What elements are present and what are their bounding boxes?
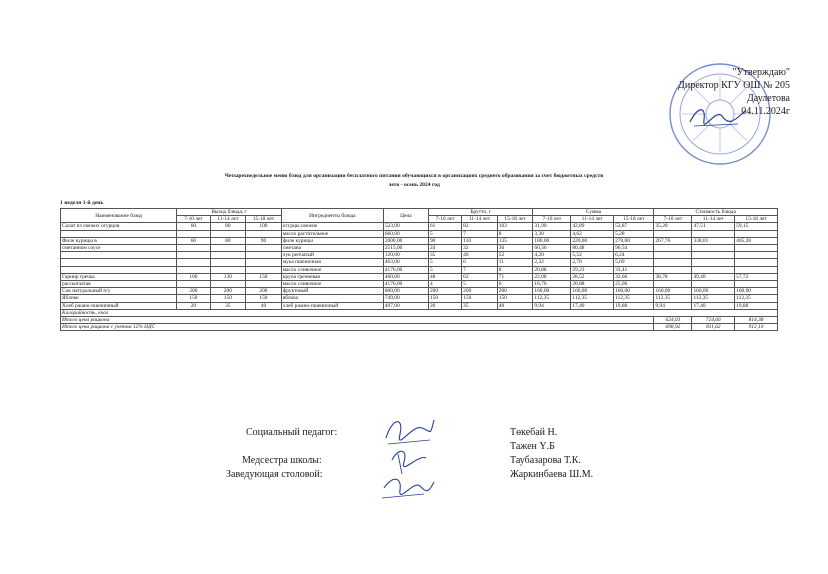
cost-value: 160,00 [654, 288, 692, 295]
cost-value [692, 245, 735, 252]
brutto-value: 5 [428, 259, 461, 266]
price-value: 523,00 [383, 223, 428, 230]
cost-value: 338,01 [692, 237, 735, 244]
brutto-value: 8 [497, 266, 533, 273]
price-value: 4176,00 [383, 266, 428, 273]
brutto-value: 4 [428, 281, 461, 288]
social-pedagogue-label: Социальный педагог: [246, 427, 338, 438]
brutto-value: 20 [428, 302, 461, 309]
table-row [61, 302, 778, 309]
output-value [246, 245, 282, 252]
output-value [177, 281, 210, 288]
dish-name: сметанном соусе [61, 245, 177, 252]
sum-value: 80,48 [571, 245, 614, 252]
sum-value: 28,52 [571, 273, 614, 280]
brutto-value: 200 [428, 288, 461, 295]
dish-name [61, 266, 177, 273]
brutto-value: 61 [428, 223, 461, 230]
output-value [210, 230, 246, 237]
output-value [246, 259, 282, 266]
sum-value: 9,94 [533, 302, 571, 309]
dish-name: Яблоко [61, 295, 177, 302]
ingredient-name: масло сливочное [281, 281, 383, 288]
total-label: Итого цена рациона [61, 317, 654, 324]
cost-value: 59,15 [735, 223, 778, 230]
brutto-value: 200 [462, 288, 498, 295]
sum-value: 22,08 [533, 273, 571, 280]
brutto-value: 90 [428, 237, 461, 244]
sum-value: 4,20 [533, 252, 571, 259]
table-row [61, 288, 778, 295]
sum-value: 2,78 [571, 259, 614, 266]
table-row [61, 230, 778, 237]
dish-name: рассыпчатая [61, 281, 177, 288]
cost-value: 38,78 [654, 273, 692, 280]
header-row-1 [61, 209, 778, 216]
cost-value: 160,00 [692, 288, 735, 295]
output-value: 100 [177, 273, 210, 280]
cost-value [654, 245, 692, 252]
output-value: 20 [177, 302, 210, 309]
dish-name [61, 230, 177, 237]
approval-title: "Утверждаю" [732, 67, 790, 78]
sum-value: 112,35 [614, 295, 654, 302]
header-age: 15-18 лет [614, 216, 654, 223]
cost-value [692, 266, 735, 273]
approval-position: Директор КГУ ОШ № 205 [678, 80, 790, 91]
cost-value [654, 230, 692, 237]
cost-value [692, 252, 735, 259]
ingredient-name: мука пшеничная [281, 259, 383, 266]
sum-value: 5,09 [614, 259, 654, 266]
handwritten-signatures-icon [378, 414, 438, 504]
dish-name: Сок натуральный п/у [61, 288, 177, 295]
ingredient-name: сметана [281, 245, 383, 252]
brutto-value: 5 [428, 266, 461, 273]
output-value [210, 259, 246, 266]
header-age: 15-18 лет [497, 216, 533, 223]
brutto-value: 103 [497, 223, 533, 230]
total-row [61, 317, 778, 324]
school-nurse-label: Медсестра школы: [242, 455, 322, 466]
brutto-value: 24 [428, 245, 461, 252]
brutto-value: 35 [462, 302, 498, 309]
sum-value: 220,00 [571, 237, 614, 244]
dish-name: Гарнир гречка [61, 273, 177, 280]
dish-name [61, 259, 177, 266]
table-row [61, 281, 778, 288]
cost-value: 47,51 [692, 223, 735, 230]
price-value: 660,00 [383, 230, 428, 237]
cost-value: 57,72 [735, 273, 778, 280]
header-age: 11-14 лет [462, 216, 498, 223]
approval-name: Даулетова [746, 93, 790, 104]
extra-signatory-name: Тажен Ү.Б [510, 441, 555, 452]
total-vat-value: 811,62 [692, 324, 735, 331]
dish-name: Хлеб ржано-пшеничный [61, 302, 177, 309]
cost-value [692, 259, 735, 266]
cost-value [654, 252, 692, 259]
output-value: 60 [177, 223, 210, 230]
cost-value: 112,35 [654, 295, 692, 302]
sum-value: 3,30 [533, 230, 571, 237]
ingredient-name: хлеб ржано-пшеничный [281, 302, 383, 309]
ingredient-name: яблоко [281, 295, 383, 302]
output-value [177, 266, 210, 273]
sum-value: 33,41 [614, 266, 654, 273]
sum-value: 5,28 [614, 230, 654, 237]
header-cost: Стоимость блюда [654, 209, 778, 216]
brutto-value: 82 [462, 223, 498, 230]
price-value: 4176,00 [383, 281, 428, 288]
brutto-value: 6 [497, 281, 533, 288]
price-value: 749,00 [383, 295, 428, 302]
table-row [61, 266, 778, 273]
total-vat-row [61, 324, 778, 331]
output-value: 150 [210, 295, 246, 302]
calories-row [61, 309, 778, 316]
cost-value [735, 259, 778, 266]
sum-value: 20,88 [571, 281, 614, 288]
price-value: 800,00 [383, 288, 428, 295]
sum-value: 180,00 [533, 237, 571, 244]
brutto-value: 7 [462, 266, 498, 273]
cost-value [654, 259, 692, 266]
header-age: 11-14 лет [692, 216, 735, 223]
sum-value: 20,88 [533, 266, 571, 273]
output-value: 90 [246, 237, 282, 244]
cost-value [735, 281, 778, 288]
header-age: 7-10 лет [177, 216, 210, 223]
output-value: 150 [177, 295, 210, 302]
output-value [246, 266, 282, 273]
cost-value: 35,20 [654, 223, 692, 230]
brutto-value: 110 [462, 237, 498, 244]
output-value: 80 [210, 237, 246, 244]
total-value: 724,66 [692, 317, 735, 324]
header-age: 11-14 лет [571, 216, 614, 223]
sum-value: 31,90 [533, 223, 571, 230]
director-signature-icon [688, 102, 748, 130]
school-nurse-name: Таубазарова Т.К. [510, 455, 581, 466]
sum-value: 112,35 [571, 295, 614, 302]
dish-name [61, 252, 177, 259]
brutto-value: 150 [428, 295, 461, 302]
output-value [246, 281, 282, 288]
table-row [61, 223, 778, 230]
ingredient-name: лук репчатый [281, 252, 383, 259]
output-value [210, 266, 246, 273]
ingredient-name: масло сливочное [281, 266, 383, 273]
output-value: 200 [177, 288, 210, 295]
price-value: 2515,00 [383, 245, 428, 252]
header-price: Цена [383, 209, 428, 223]
cost-value [735, 230, 778, 237]
price-value: 120,00 [383, 252, 428, 259]
sum-value: 4,62 [571, 230, 614, 237]
output-value [246, 230, 282, 237]
title-line-2: лето - осень 2024 год [388, 182, 440, 188]
sum-value: 60,36 [533, 245, 571, 252]
header-age: 7-10 лет [428, 216, 461, 223]
brutto-value: 40 [497, 302, 533, 309]
brutto-value: 150 [497, 295, 533, 302]
total-vat-label: Итого цена рациона с учетом 12% НДС [61, 324, 654, 331]
brutto-value: 35 [428, 252, 461, 259]
brutto-value: 200 [497, 288, 533, 295]
cost-value: 112,35 [735, 295, 778, 302]
cost-value: 112,35 [692, 295, 735, 302]
dish-name: Филе курицы в [61, 237, 177, 244]
cost-value [692, 281, 735, 288]
cost-value: 17,40 [692, 302, 735, 309]
cost-value [692, 230, 735, 237]
brutto-value: 135 [497, 237, 533, 244]
dish-name: Салат из свежих огурцов [61, 223, 177, 230]
brutto-value: 48 [428, 273, 461, 280]
brutto-value: 32 [462, 245, 498, 252]
output-value: 80 [210, 223, 246, 230]
output-value: 60 [177, 237, 210, 244]
brutto-value: 52 [497, 252, 533, 259]
document-title [60, 172, 768, 190]
output-value: 200 [246, 288, 282, 295]
ingredient-name: огурцы свежие [281, 223, 383, 230]
price-value: 460,00 [383, 273, 428, 280]
table-row [61, 259, 778, 266]
table-row [61, 295, 778, 302]
sum-value: 160,00 [571, 288, 614, 295]
brutto-value: 36 [497, 245, 533, 252]
cost-value: 405,28 [735, 237, 778, 244]
sum-value: 2,32 [533, 259, 571, 266]
sum-value: 112,35 [533, 295, 571, 302]
sum-value: 53,87 [614, 223, 654, 230]
sum-value: 160,00 [533, 288, 571, 295]
brutto-value: 71 [497, 273, 533, 280]
brutto-value: 46 [462, 252, 498, 259]
price-value: 497,00 [383, 302, 428, 309]
approval-date: 04.11.2024г [741, 106, 790, 117]
sum-value: 42,89 [571, 223, 614, 230]
brutto-value: 8 [497, 230, 533, 237]
total-value: 624,03 [654, 317, 692, 324]
sum-value: 29,23 [571, 266, 614, 273]
table-row [61, 252, 778, 259]
table-row [61, 237, 778, 244]
header-age: 11-14 лет [210, 216, 246, 223]
header-ingredients: Ингредиенты блюда [281, 209, 383, 223]
cost-value: 160,00 [735, 288, 778, 295]
header-sum: Сумма [533, 209, 654, 216]
output-value [246, 252, 282, 259]
output-value: 150 [246, 273, 282, 280]
week-label: 1 неделя 1-й день [60, 200, 104, 206]
sum-value: 5,52 [571, 252, 614, 259]
cost-value: 19,88 [735, 302, 778, 309]
ingredient-name: крупа гречневая [281, 273, 383, 280]
price-value: 463,00 [383, 259, 428, 266]
total-value: 814,38 [735, 317, 778, 324]
brutto-value: 150 [462, 295, 498, 302]
output-value [177, 252, 210, 259]
output-value: 100 [246, 223, 282, 230]
output-value: 200 [210, 288, 246, 295]
output-value [177, 230, 210, 237]
cost-value [654, 266, 692, 273]
cost-value: 9,94 [654, 302, 692, 309]
sum-value: 160,00 [614, 288, 654, 295]
table-row [61, 273, 778, 280]
header-age: 15-18 лет [246, 216, 282, 223]
social-pedagogue-name: Төкебай Н. [510, 427, 558, 438]
header-dish: Наименование блюд [61, 209, 177, 223]
calories-label: Калорийность, ккал [61, 309, 778, 316]
output-value: 35 [210, 302, 246, 309]
sum-value: 6,24 [614, 252, 654, 259]
menu-table [60, 208, 778, 331]
cost-value [735, 266, 778, 273]
sum-value: 25,06 [614, 281, 654, 288]
title-line-1: Четырехнедельное меню блюд для организации бесплатного питания обучающихся в организациях среднего образования за счет бюджетных средств [224, 173, 604, 179]
header-output: Выход блюда, г [177, 209, 281, 216]
output-value [177, 245, 210, 252]
canteen-head-label: Заведующая столовой: [226, 469, 323, 480]
total-vat-value: 698,92 [654, 324, 692, 331]
canteen-head-name: Жаркинбаева Ш.М. [510, 469, 594, 480]
header-brutto: Брутто, г [428, 209, 532, 216]
cost-value: 49,40 [692, 273, 735, 280]
header-age: 7-10 лет [533, 216, 571, 223]
output-value [210, 281, 246, 288]
sum-value: 17,40 [571, 302, 614, 309]
total-vat-value: 912,10 [735, 324, 778, 331]
output-value: 40 [246, 302, 282, 309]
brutto-value: 5 [462, 281, 498, 288]
cost-value [654, 281, 692, 288]
ingredient-name: масло растительное [281, 230, 383, 237]
brutto-value: 11 [497, 259, 533, 266]
header-age: 15-18 лет [735, 216, 778, 223]
ingredient-name: филе курицы [281, 237, 383, 244]
ingredient-name: фруктовый [281, 288, 383, 295]
brutto-value: 5 [428, 230, 461, 237]
output-value: 150 [246, 295, 282, 302]
price-value: 2000,00 [383, 237, 428, 244]
cost-value: 267,76 [654, 237, 692, 244]
sum-value: 270,00 [614, 237, 654, 244]
cost-value [735, 252, 778, 259]
output-value [177, 259, 210, 266]
sum-value: 32,66 [614, 273, 654, 280]
cost-value [735, 245, 778, 252]
sum-value: 19,88 [614, 302, 654, 309]
brutto-value: 6 [462, 259, 498, 266]
sum-value: 90,54 [614, 245, 654, 252]
output-value [210, 245, 246, 252]
header-age: 7-10 лет [654, 216, 692, 223]
output-value [210, 252, 246, 259]
table-row [61, 245, 778, 252]
output-value: 130 [210, 273, 246, 280]
brutto-value: 7 [462, 230, 498, 237]
sum-value: 16,70 [533, 281, 571, 288]
brutto-value: 62 [462, 273, 498, 280]
